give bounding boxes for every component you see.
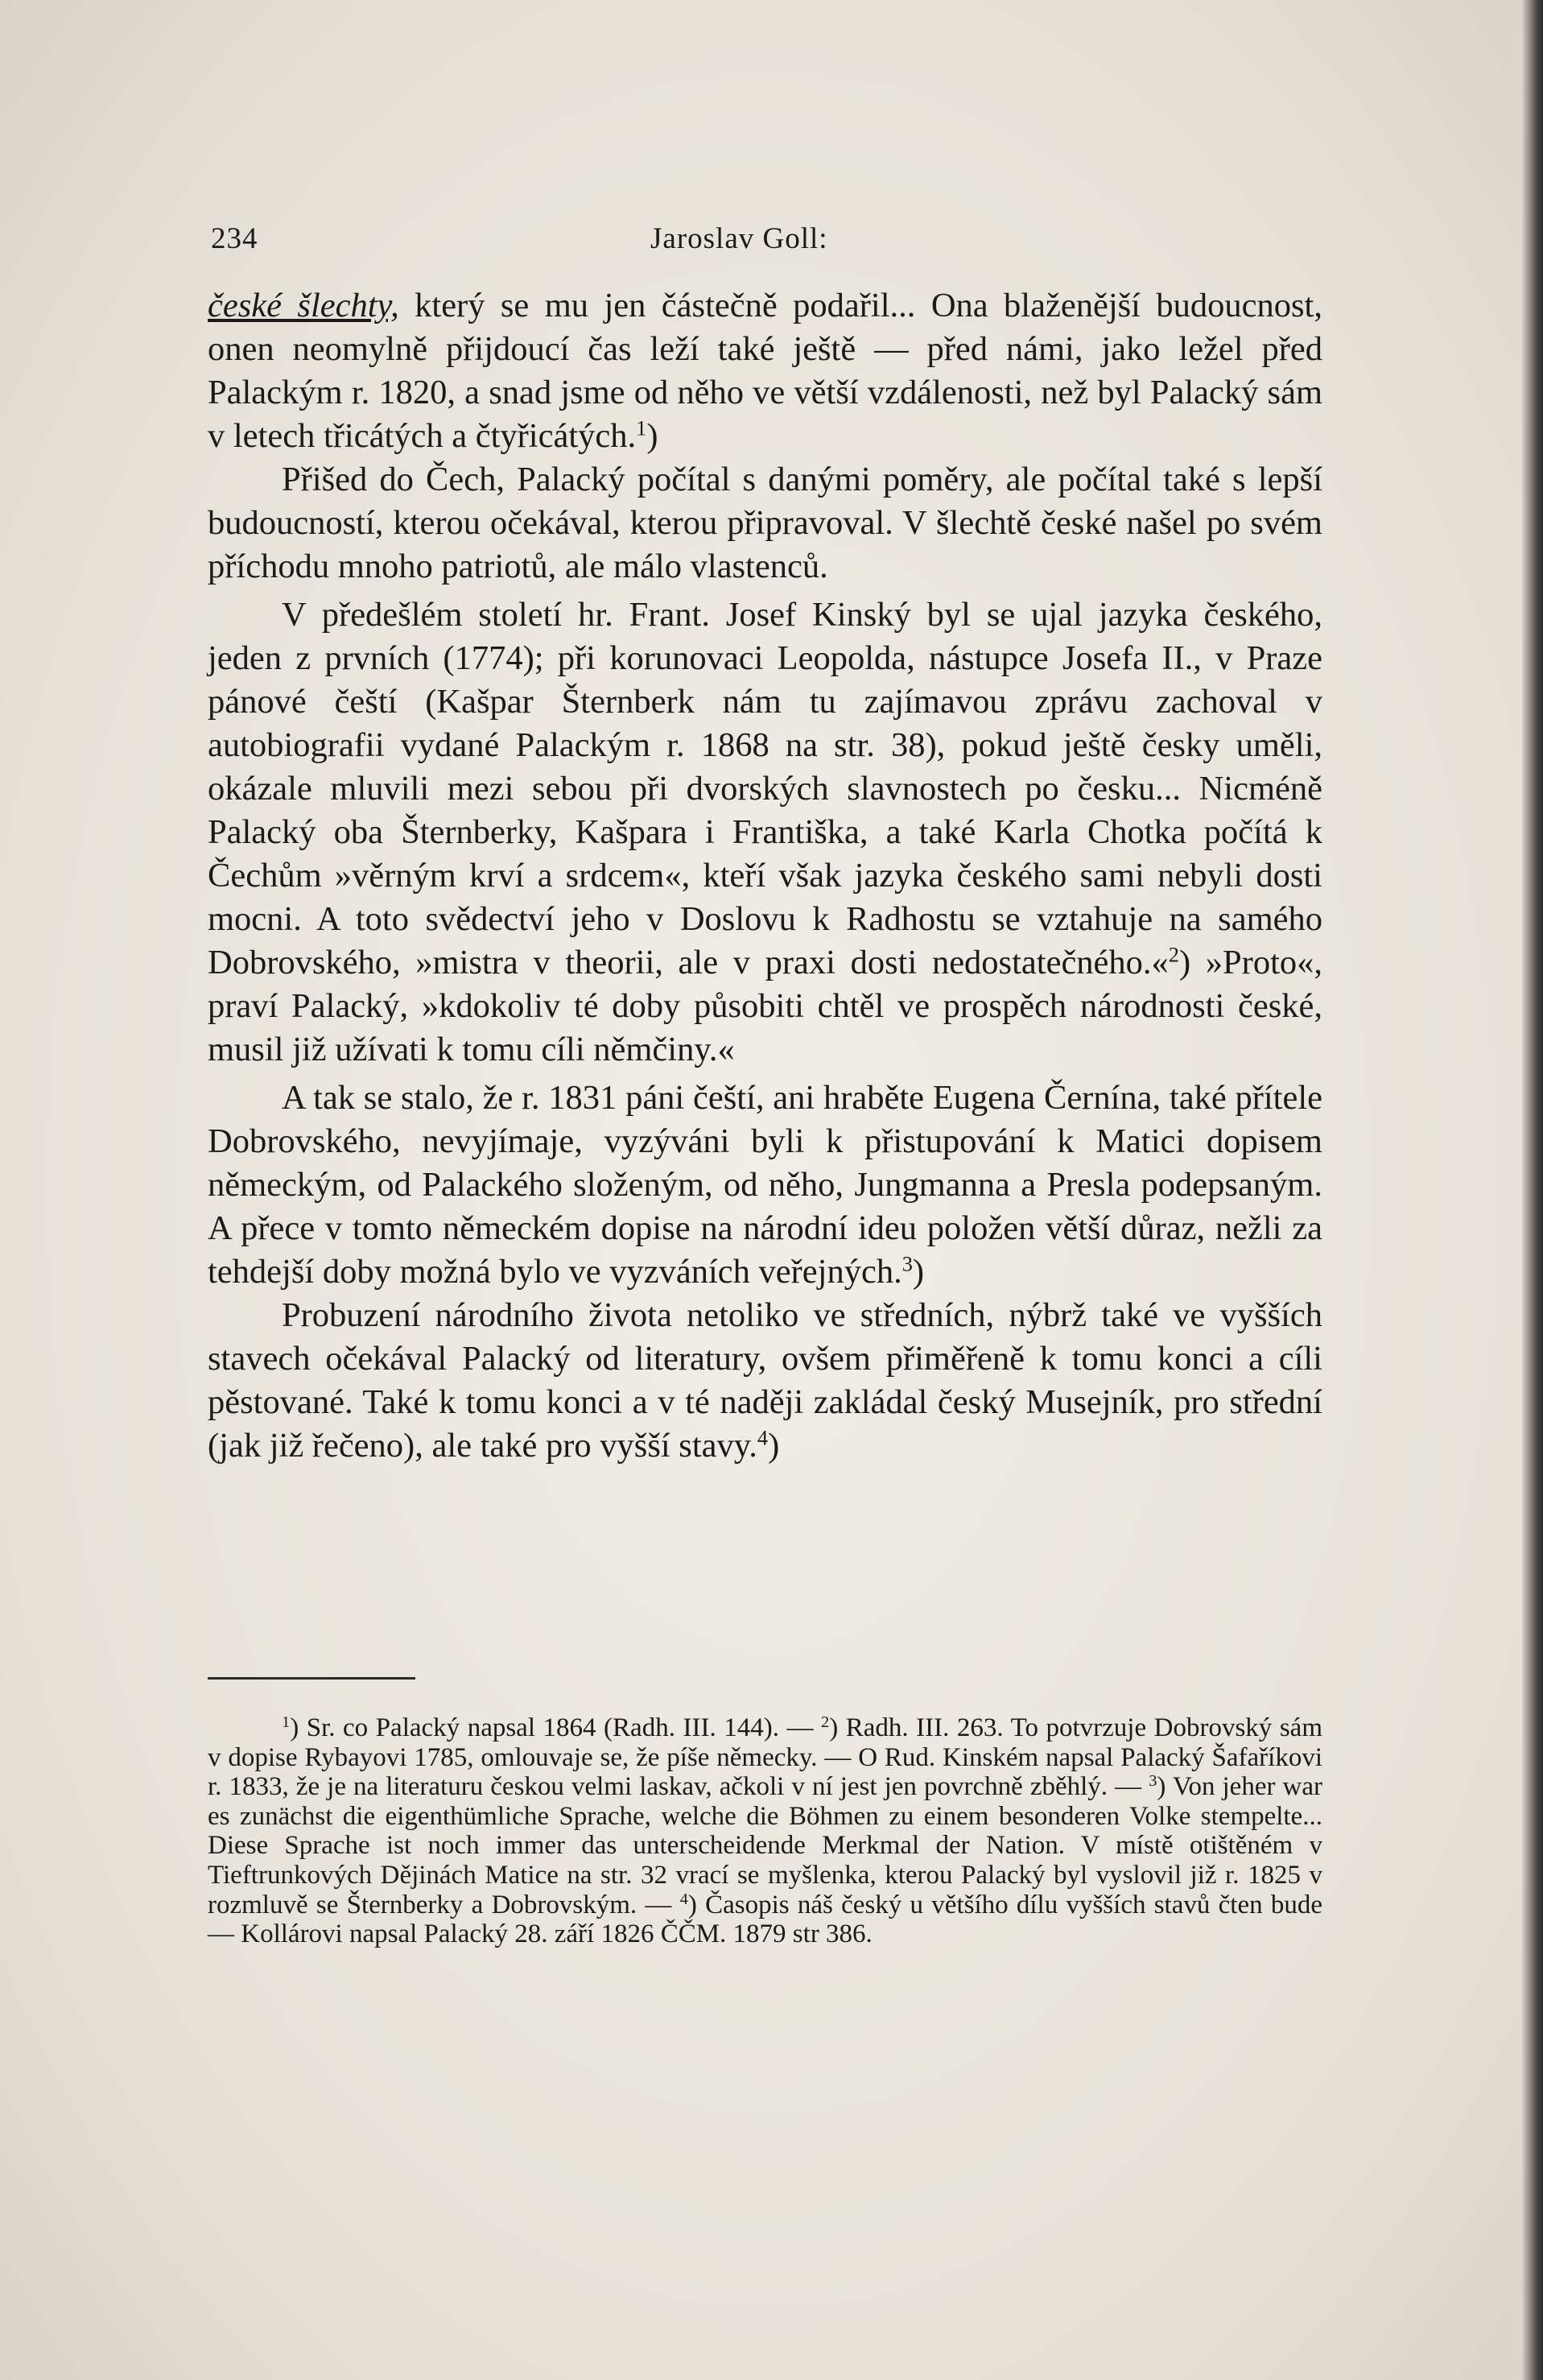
main-text <box>208 284 1322 1468</box>
paragraph-4: A tak se stalo, že r. 1831 páni čeští, ani hraběte Eugena Černína, také přítele Dobrovského, nevyjímaje, vyzýváni byli k přistupování k Matici dopisem německým, od Palackého složeným, od něho, Jungmanna a Presla podepsaným. A přece v tomto německém dopise na národní ideu položen větší důraz, nežli za tehdejší doby možná bylo ve vyzváních veřejných.$^3$) <box>208 1079 1322 1291</box>
paragraph-2: Přišed do Čech, Palacký počítal s danými poměry, ale počítal také s lepší budoucností, kterou očekával, kterou připravoval. V šlechtě české našel po svém příchodu mnoho patriotů, ale málo vlastenců. <box>208 461 1322 585</box>
footnote-1: ) Sr. co Palacký napsal 1864 (Radh. III. 144). — <box>290 1713 822 1742</box>
footnote-mark-3: 3 <box>1149 1771 1157 1790</box>
footnotes <box>208 1713 1322 1949</box>
running-head: Jaroslav Goll: <box>650 222 828 255</box>
footnote-ref-2: 2 <box>1168 943 1179 967</box>
footnote-ref-1: 1 <box>636 416 647 440</box>
footnote-ref-4: 4 <box>757 1426 769 1450</box>
footnote-mark-2: 2 <box>821 1713 830 1731</box>
paragraph-5: Probuzení národního života netoliko ve středních, nýbrž také ve vyšších stavech očekával Palacký od literatury, ovšem přiměřeně k tomu konci a cíli pěstované. Také k tomu konci a v té naději zakládal český Musejník, pro střední (jak již řečeno), ale také pro vyšší stavy.$^4$) <box>208 1296 1322 1465</box>
footnote-ref-3: 3 <box>901 1252 913 1276</box>
paragraph-3: V předešlém století hr. Frant. Josef Kinský byl se ujal jazyka českého, jeden z prvních (1774); při korunovaci Leopolda, nástupce Josefa II., v Praze pánové čeští (Kašpar Šternberk nám tu zajímavou zprávu zachoval v autobiografii vydané Palackým r. 1868 na str. 38), pokud ještě česky uměli, okázale mluvili mezi sebou při dvorských slavnostech po česku... Nicméně Palacký oba Šternberky, Kašpara i Františka, a také Karla Chotka počítá k Čechům »věrným krví a srdcem«, kteří však jazyka českého sami nebyli dosti mocni. A toto svědectví jeho v Doslovu k Radhostu se vztahuje na samého Dobrovského, »mistra v theorii, ale v praxi dosti nedostatečného.«$^2$) »Proto«, praví Palacký, »kdokoliv té doby působiti chtěl ve prospěch národnosti české, musil již užívati k tomu cíli němčiny.« <box>208 596 1323 1068</box>
footnote-4: ) Časopis náš český u většího dílu vyšších stavů čten bude — Kollárovi napsal Palacký 28. září 1826 ČČM. 1879 str 386. <box>208 1890 1322 1949</box>
page-edge-shadow <box>1522 0 1543 2380</box>
footnote-divider <box>208 1677 415 1680</box>
page-header <box>211 221 1322 270</box>
footnote-mark-1: 1 <box>282 1713 291 1731</box>
footnote-3: ) Von jeher war es zunächst die eigenthümliche Sprache, welche die Böhmen zu einem besonderen Volke stempelte... Diese Sprache ist noch immer das unterscheidende Merkmal der Nation. V místě otištěném v Tieftrunkových Dějinách Matice na str. 32 vrací se myšlenka, kterou Palacký byl vyslovil již r. 1825 v rozmluvě se Šternberky a Dobrovským. — <box>208 1772 1323 1919</box>
page-number: 234 <box>211 222 258 255</box>
paragraph-1: české šlechty, který se mu jen částečně podařil... Ona blaženější budoucnost, onen neomylně přijdoucí čas leží také ještě — před námi, jako ležel před Palackým r. 1820, a snad jsme od něho ve větší vzdálenosti, než byl Palacký sám v letech třicátých a čtyřicátých.$^1$) <box>208 287 1322 455</box>
underlined-phrase: české šlechty, <box>208 287 399 324</box>
footnote-2: ) Radh. III. 263. To potvrzuje Dobrovský sám v dopise Rybayovi 1785, omlouvaje se, že píše německy. — O Rud. Kinském napsal Palacký Šafaříkovi r. 1833, že je na literaturu českou velmi laskav, ačkoli v ní jest jen povrchně zběhlý. — <box>208 1713 1322 1802</box>
footnote-mark-4: 4 <box>679 1890 688 1908</box>
footnote-block <box>208 1713 1322 1949</box>
